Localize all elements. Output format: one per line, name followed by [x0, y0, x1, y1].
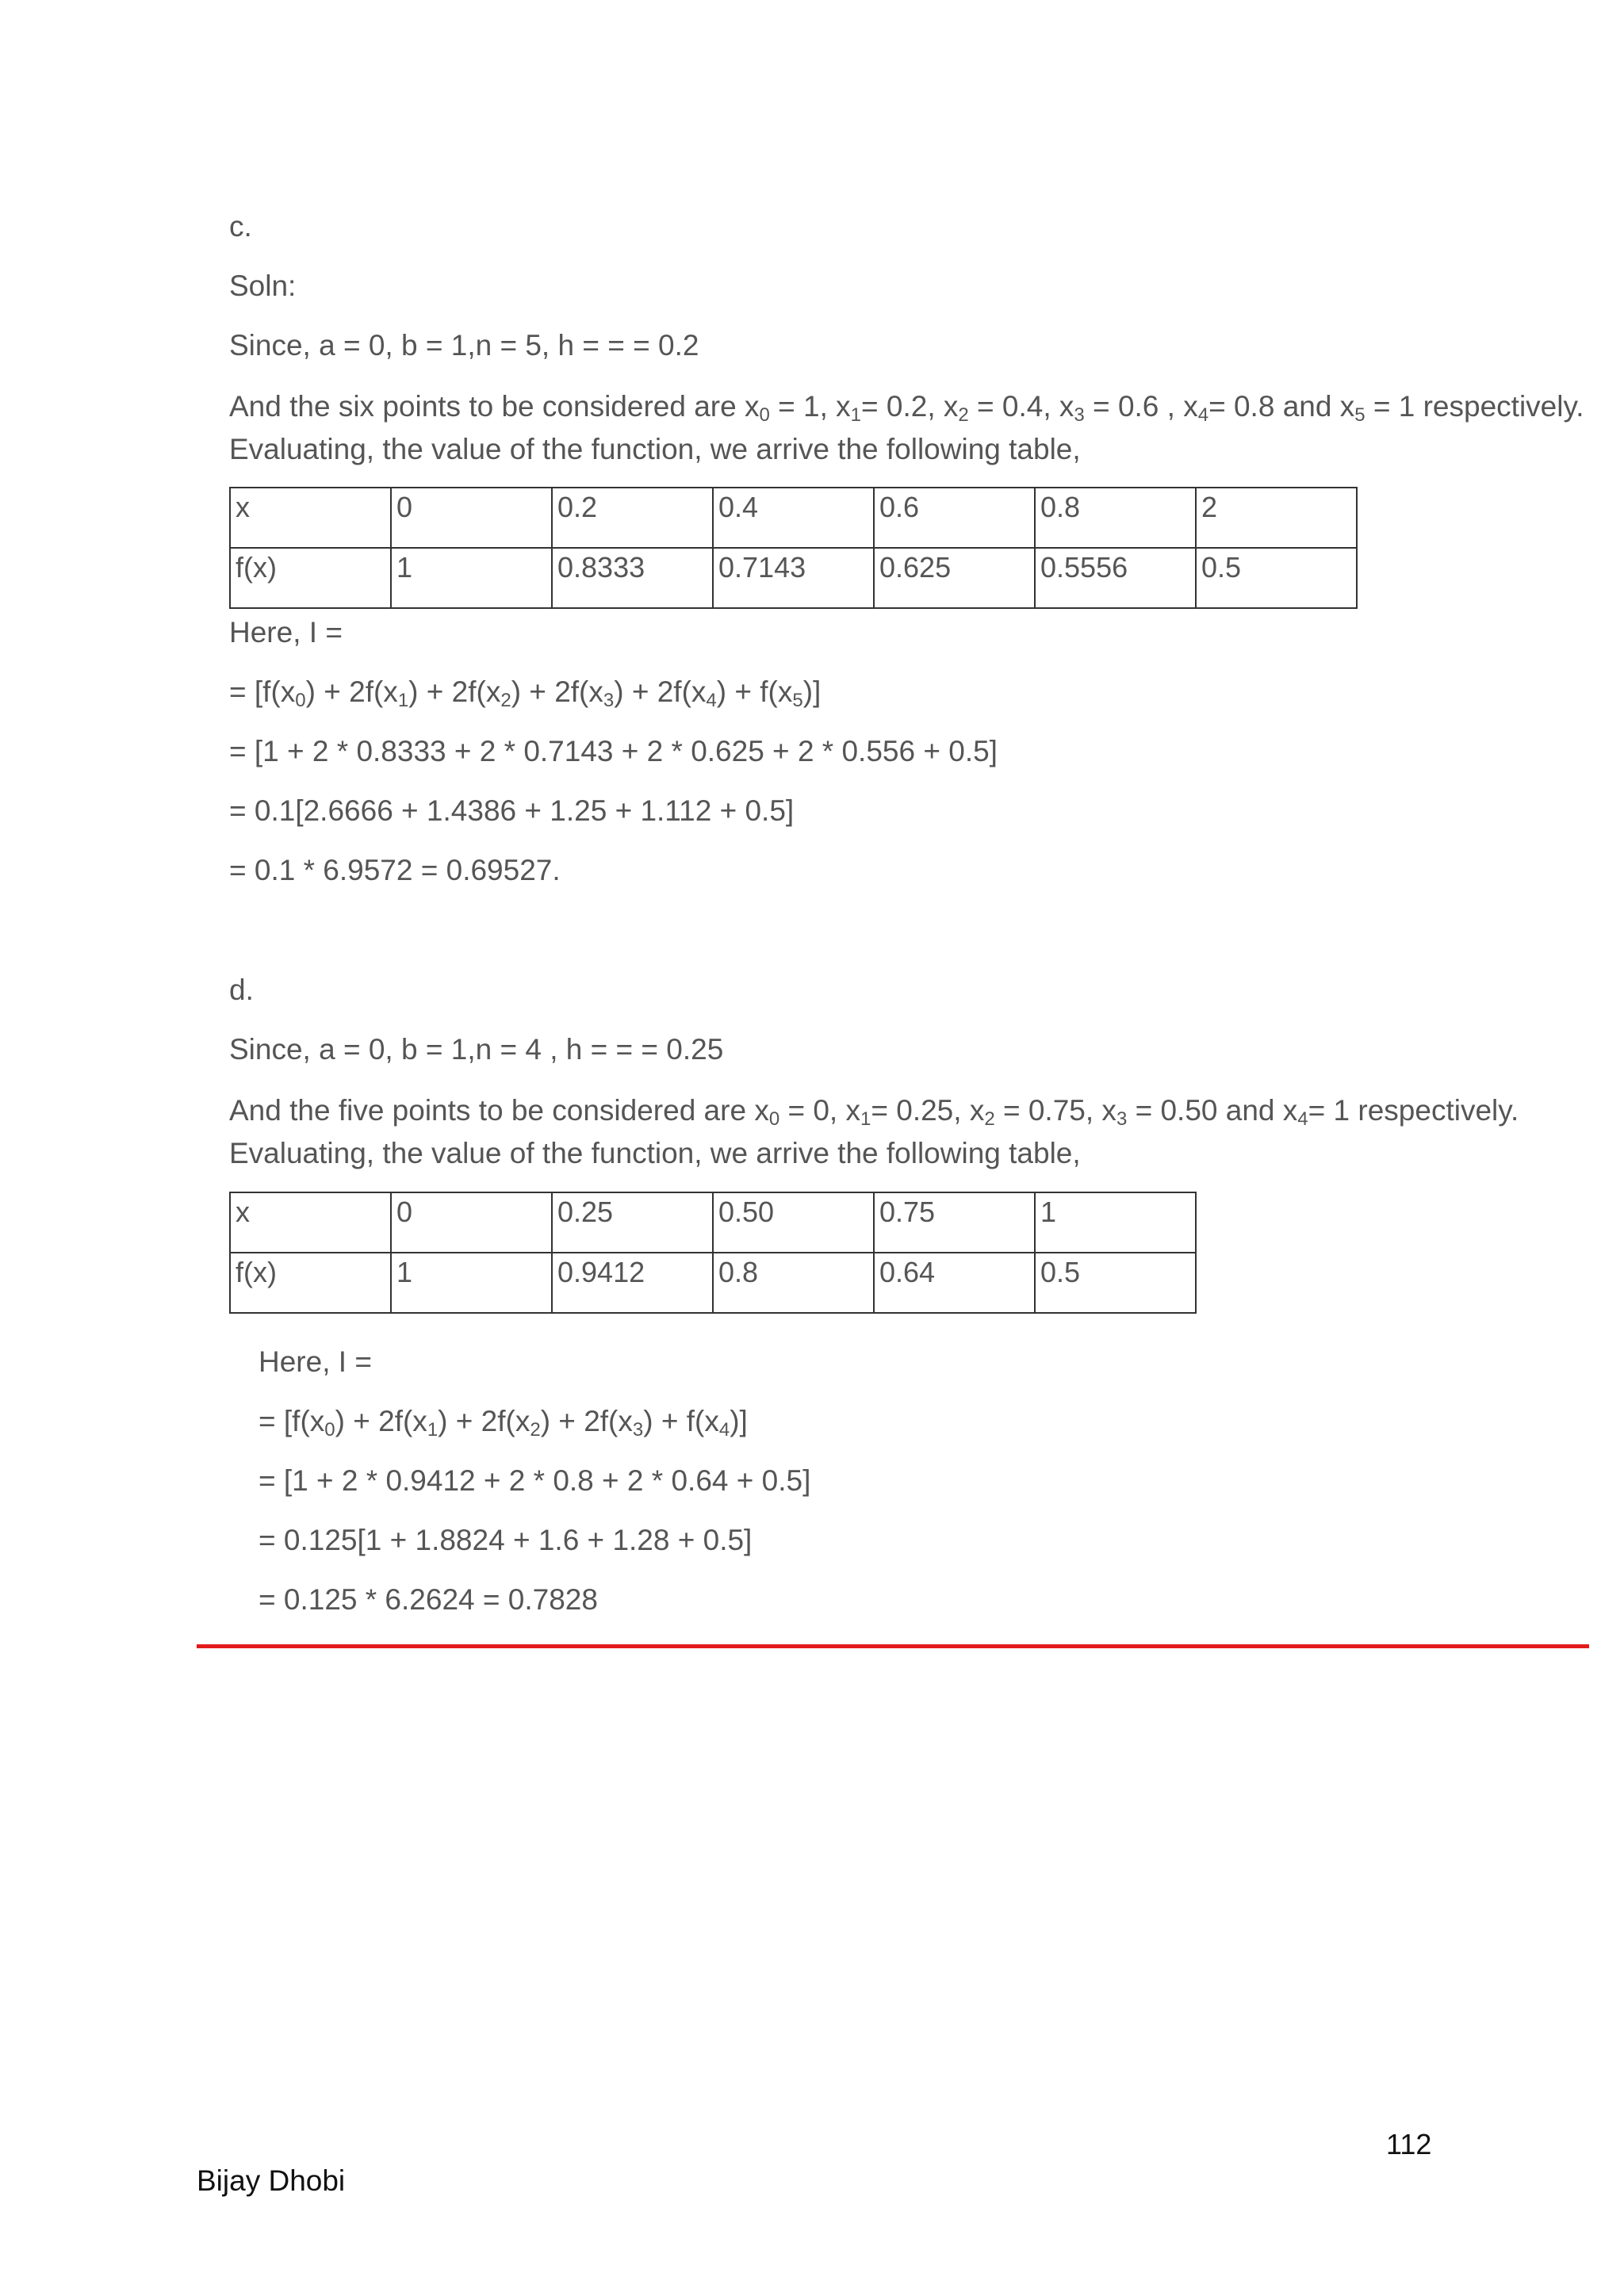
part-d-eq4: = 0.125 * 6.2624 = 0.7828 — [259, 1583, 598, 1616]
part-d-table — [229, 1192, 1197, 1314]
part-c-since: Since, a = 0, b = 1,n = 5, h = = = 0.2 — [229, 329, 699, 362]
table-cell: 0.25 — [552, 1192, 713, 1253]
table-cell: 0 — [391, 488, 552, 548]
table-row — [230, 1192, 1196, 1253]
part-d-eq3: = 0.125[1 + 1.8824 + 1.6 + 1.28 + 0.5] — [259, 1524, 753, 1556]
part-c-eq3: = 0.1[2.6666 + 1.4386 + 1.25 + 1.112 + 0.5] — [229, 794, 795, 827]
part-c-table — [229, 487, 1358, 609]
part-d-points-paragraph: And the five points to be considered are $x_0 = 0$, $x_1= 0.25$, $x_2 = 0.75$, $x_3 = 0.50$ and $x_4= 1$ respectively. Evaluating, the value of the function, we arrive the following table, — [229, 1094, 1519, 1169]
table-cell: 0.64 — [874, 1253, 1035, 1313]
table-cell: 0.8 — [1035, 488, 1196, 548]
table-cell: x — [230, 1192, 391, 1253]
table-cell: 0.50 — [713, 1192, 874, 1253]
part-c-here: Here, I = — [229, 616, 343, 649]
part-c-eq2: = [1 + 2 * 0.8333 + 2 * 0.7143 + 2 * 0.625 + 2 * 0.556 + 0.5] — [229, 735, 998, 767]
table-cell: 0.6 — [874, 488, 1035, 548]
table-cell: 0.5 — [1196, 548, 1357, 608]
table-cell: f(x) — [230, 1253, 391, 1313]
table-row — [230, 1253, 1196, 1313]
table-cell: 0.75 — [874, 1192, 1035, 1253]
table-cell: 0 — [391, 1192, 552, 1253]
part-d-since: Since, a = 0, b = 1,n = 4 , h = = = 0.25 — [229, 1033, 724, 1066]
part-d-eq2: = [1 + 2 * 0.9412 + 2 * 0.8 + 2 * 0.64 + 0.5] — [259, 1464, 811, 1497]
table-cell: 0.4 — [713, 488, 874, 548]
table-cell: 0.8 — [713, 1253, 874, 1313]
part-c-points-paragraph: And the six points to be considered are $x_0 = 1$, $x_1= 0.2$, $x_2 = 0.4$, $x_3 = 0.6$ , $x_4= 0.8$ and $x_5 = 1$ respectively. Evaluating, the value of the function, we arrive the following table, — [229, 390, 1584, 465]
table-cell: 0.2 — [552, 488, 713, 548]
part-d-eq1: = $[f(x_0) + 2f(x_1) + 2f(x_2) + 2f(x_3) + f(x_4)]$ — [259, 1405, 748, 1441]
table-cell: 0.5556 — [1035, 548, 1196, 608]
table-cell: 1 — [391, 548, 552, 608]
table-cell: x — [230, 488, 391, 548]
table-cell: 0.5 — [1035, 1253, 1196, 1313]
table-row — [230, 488, 1357, 548]
table-cell: 1 — [1035, 1192, 1196, 1253]
part-c-eq4: = 0.1 * 6.9572 = 0.69527. — [229, 854, 561, 886]
table-cell: 0.7143 — [713, 548, 874, 608]
author-name: Bijay Dhobi — [197, 2164, 346, 2197]
table-cell: 0.8333 — [552, 548, 713, 608]
table-cell: f(x) — [230, 548, 391, 608]
table-cell: 0.625 — [874, 548, 1035, 608]
part-d-label: d. — [229, 974, 254, 1006]
table-row — [230, 548, 1357, 608]
part-c-eq1: = $[f(x_0) + 2f(x_1) + 2f(x_2) + 2f(x_3) + 2f(x_4) + f(x_5)]$ — [229, 675, 822, 711]
table-cell: 2 — [1196, 488, 1357, 548]
table-cell: 0.9412 — [552, 1253, 713, 1313]
soln-label: Soln: — [229, 270, 297, 302]
table-cell: 1 — [391, 1253, 552, 1313]
part-d-here: Here, I = — [259, 1345, 372, 1378]
page-number: 112 — [1386, 2128, 1432, 2160]
section-divider — [197, 1644, 1589, 1648]
part-c-label: c. — [229, 210, 252, 243]
